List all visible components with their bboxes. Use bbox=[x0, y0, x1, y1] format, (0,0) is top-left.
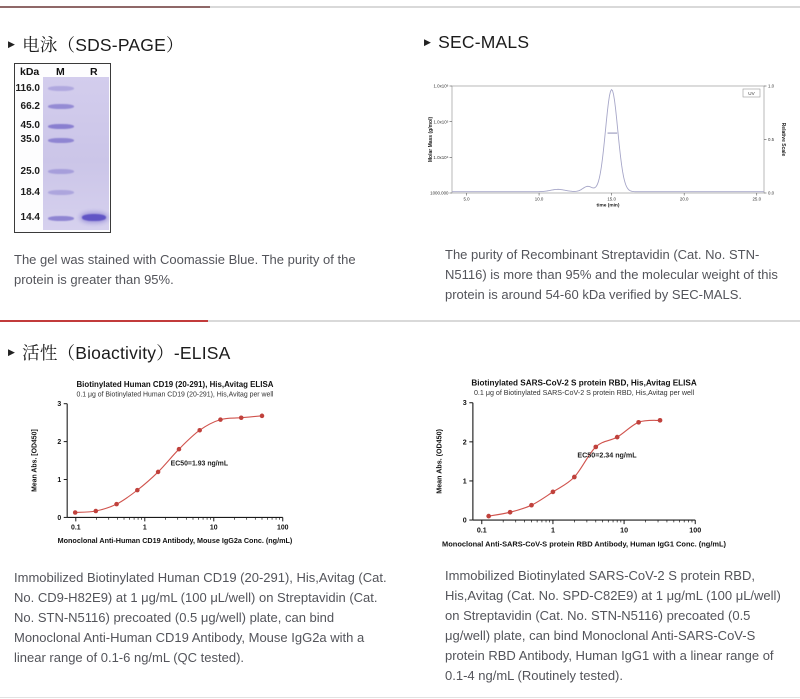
svg-text:1: 1 bbox=[57, 476, 62, 484]
section-title-sec-mals: SEC-MALS bbox=[438, 32, 530, 52]
svg-text:0.1: 0.1 bbox=[70, 524, 81, 532]
svg-text:15.0: 15.0 bbox=[607, 196, 616, 202]
section-header-sec-mals[interactable] bbox=[424, 32, 529, 53]
elisa-chart-rbd bbox=[428, 374, 734, 560]
svg-text:100: 100 bbox=[689, 526, 702, 535]
svg-text:0.1: 0.1 bbox=[476, 526, 487, 535]
gel-mw-label: 25.0 bbox=[20, 165, 40, 177]
triangle-bullet-icon: ▶ bbox=[8, 39, 16, 49]
triangle-bullet-icon: ▶ bbox=[424, 37, 432, 47]
svg-text:0.0: 0.0 bbox=[768, 190, 775, 196]
gel-mw-label: 45.0 bbox=[20, 120, 40, 132]
gel-marker-band bbox=[48, 216, 74, 221]
sec-mals-chart bbox=[424, 76, 790, 208]
svg-text:Relative Scale: Relative Scale bbox=[780, 122, 786, 157]
gel-marker-band bbox=[48, 190, 74, 195]
gel-mw-label: 116.0 bbox=[15, 82, 40, 94]
svg-text:0: 0 bbox=[462, 516, 467, 525]
svg-text:1.0: 1.0 bbox=[768, 83, 775, 89]
svg-text:1.0x10⁴: 1.0x10⁴ bbox=[433, 154, 449, 160]
svg-text:10.0: 10.0 bbox=[534, 196, 544, 202]
svg-text:Monoclonal Anti-SARS-CoV-S pro: Monoclonal Anti-SARS-CoV-S protein RBD Antibody, Human IgG1 Conc. (ng/mL) bbox=[442, 539, 727, 549]
svg-text:0.1 μg of Biotinylated SARS-Co: 0.1 μg of Biotinylated SARS-CoV-2 S protein RBD, His,Avitag per well bbox=[473, 389, 695, 398]
elisa-cd19-caption: Immobilized Biotinylated Human CD19 (20-291), His,Avitag (Cat. No. CD9-H82E9) at 1 μg/mL (100 μL/well) on Streptavidin (Cat. No. STN-N5116) precoated (0.5 μg/well) plate, can bind Monoclonal Anti-Human CD19 Antibody, Mouse IgG2a with a linear range of 0.1-6 ng/mL (QC tested). bbox=[14, 570, 387, 666]
svg-text:2: 2 bbox=[57, 438, 62, 446]
mid-divider-accent bbox=[0, 320, 208, 322]
svg-text:1: 1 bbox=[550, 526, 555, 535]
elisa-rbd-caption: Immobilized Biotinylated SARS-CoV-2 S protein RBD, His,Avitag (Cat. No. SPD-C82E9) at 1 μg/mL (100 μL/well) on Streptavidin (Cat. No. STN-N5116) precoated (0.5 μg/well) plate, can bind Monoclonal Anti-SARS-CoV-S protein RBD Antibody, Human IgG1 with a linear range of 0.1-4 ng/mL (Routinely tested). bbox=[445, 568, 781, 684]
svg-text:10: 10 bbox=[209, 524, 218, 532]
gel-sample-band bbox=[82, 214, 106, 221]
elisa-chart-cd19 bbox=[22, 377, 322, 555]
bottom-divider bbox=[0, 697, 800, 698]
svg-text:1: 1 bbox=[462, 477, 467, 486]
gel-mw-label: 35.0 bbox=[20, 134, 40, 146]
svg-text:time (min): time (min) bbox=[596, 203, 620, 208]
gel-lane-label-r: R bbox=[90, 66, 98, 78]
svg-text:0: 0 bbox=[57, 514, 62, 522]
sds-page-gel-image bbox=[14, 63, 111, 233]
gel-marker-band bbox=[48, 138, 74, 143]
svg-text:0.5: 0.5 bbox=[768, 137, 775, 143]
svg-text:1.0x10⁶: 1.0x10⁶ bbox=[433, 83, 449, 89]
triangle-bullet-icon: ▶ bbox=[8, 347, 16, 357]
svg-text:1: 1 bbox=[142, 524, 147, 532]
svg-text:Monoclonal Anti-Human CD19 Ant: Monoclonal Anti-Human CD19 Antibody, Mouse IgG2a Conc. (ng/mL) bbox=[57, 536, 293, 546]
svg-text:Mean Abs. [OD450]: Mean Abs. [OD450] bbox=[31, 429, 39, 492]
sds-page-caption: The gel was stained with Coomassie Blue. The purity of the protein is greater than 95%. bbox=[14, 252, 356, 288]
section-title-sds-page: 电泳（SDS-PAGE） bbox=[22, 35, 184, 55]
gel-lane-strip bbox=[43, 77, 109, 230]
svg-text:3: 3 bbox=[57, 401, 62, 409]
svg-text:2: 2 bbox=[462, 438, 467, 447]
gel-mw-label: 18.4 bbox=[20, 186, 40, 198]
gel-mw-label: 66.2 bbox=[20, 100, 40, 112]
top-divider-accent bbox=[0, 6, 210, 8]
svg-text:100: 100 bbox=[276, 524, 289, 532]
svg-text:3: 3 bbox=[462, 399, 467, 408]
gel-lane-label-m: M bbox=[56, 66, 65, 78]
svg-text:1.0x10⁵: 1.0x10⁵ bbox=[433, 119, 449, 125]
svg-text:Biotinylated Human CD19 (20-29: Biotinylated Human CD19 (20-291), His,Avitag ELISA bbox=[76, 379, 274, 389]
svg-text:20.0: 20.0 bbox=[679, 196, 689, 202]
svg-text:Mean Abs. (OD450): Mean Abs. (OD450) bbox=[435, 429, 444, 494]
gel-marker-band bbox=[48, 124, 74, 129]
section-header-bioactivity[interactable] bbox=[8, 340, 231, 365]
gel-mw-label: 14.4 bbox=[20, 212, 40, 224]
sec-mals-caption: The purity of Recombinant Streptavidin (Cat. No. STN-N5116) is more than 95% and the molecular weight of this protein is around 54-60 kDa verified by SEC-MALS. bbox=[445, 247, 778, 303]
svg-text:10: 10 bbox=[620, 526, 629, 535]
gel-unit-label: kDa bbox=[20, 66, 40, 78]
section-title-bioactivity: 活性（Bioactivity）-ELISA bbox=[22, 343, 231, 363]
mid-divider bbox=[208, 320, 800, 322]
svg-text:EC50=2.34 ng/mL: EC50=2.34 ng/mL bbox=[577, 451, 637, 460]
svg-text:Molar Mass (g/mol): Molar Mass (g/mol) bbox=[428, 116, 434, 163]
gel-marker-band bbox=[48, 169, 74, 174]
gel-marker-band bbox=[48, 104, 74, 109]
svg-text:25.0: 25.0 bbox=[752, 196, 762, 202]
svg-text:UV: UV bbox=[748, 91, 755, 96]
svg-text:5.0: 5.0 bbox=[463, 196, 470, 202]
svg-text:1000.000: 1000.000 bbox=[430, 190, 449, 196]
svg-text:Biotinylated SARS-CoV-2 S prot: Biotinylated SARS-CoV-2 S protein RBD, His,Avitag ELISA bbox=[471, 378, 697, 388]
svg-text:0.1 μg of Biotinylated Human C: 0.1 μg of Biotinylated Human CD19 (20-291), His,Avitag per well bbox=[76, 391, 274, 399]
section-header-sds-page[interactable] bbox=[8, 32, 184, 57]
svg-text:EC50=1.93 ng/mL: EC50=1.93 ng/mL bbox=[170, 460, 229, 468]
top-divider bbox=[210, 6, 800, 8]
